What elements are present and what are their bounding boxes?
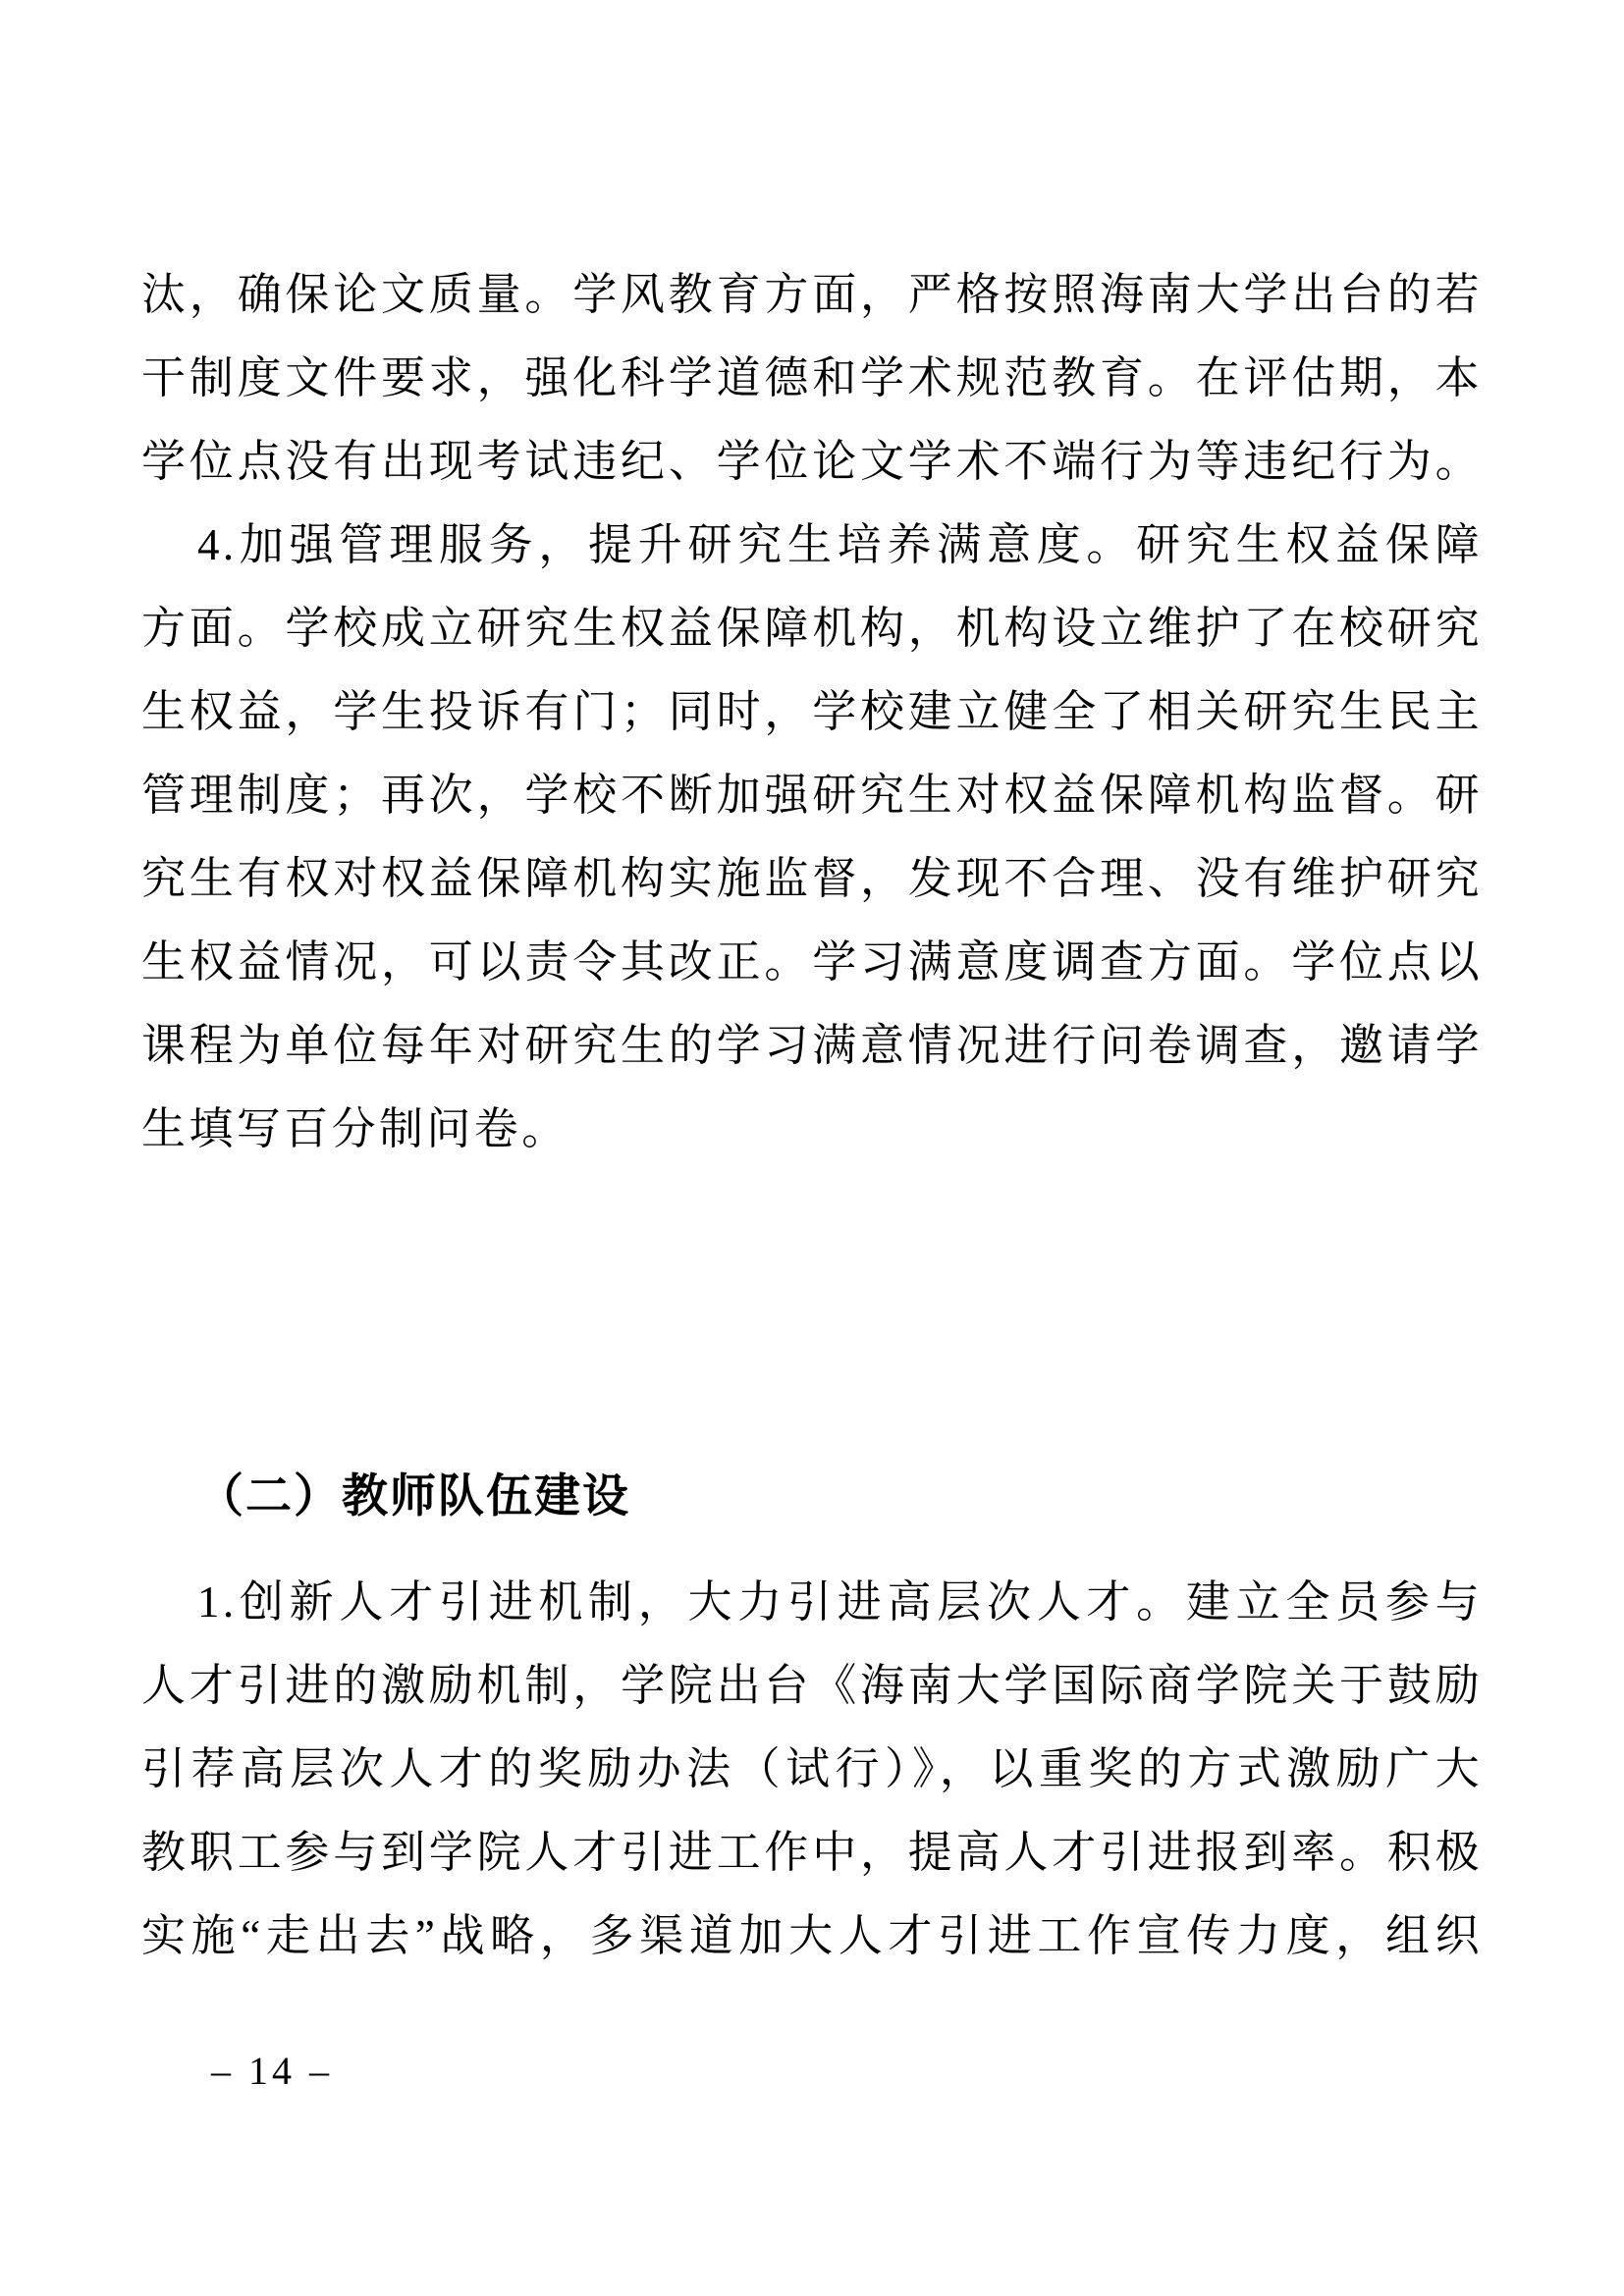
- text-line: 干制度文件要求，强化科学道德和学术规范教育。在评估期，本: [141, 353, 1483, 402]
- page-number: – 14 –: [211, 2049, 333, 2093]
- text-line: 课程为单位每年对研究生的学习满意情况进行问卷调查，邀请学: [141, 1021, 1483, 1070]
- body-text-block-lower: [141, 1561, 1483, 1978]
- text-line: 究生有权对权益保障机构实施监督，发现不合理、没有维护研究: [141, 854, 1483, 903]
- text-line: 4.加强管理服务，提升研究生培养满意度。研究生权益保障: [197, 520, 1483, 569]
- text-line: 1.创新人才引进机制，大力引进高层次人才。建立全员参与: [197, 1577, 1483, 1627]
- paragraph-talent-recruitment: [141, 1561, 1483, 1978]
- text-line: 汰，确保论文质量。学风教育方面，严格按照海南大学出台的若: [141, 270, 1483, 319]
- text-line: 方面。学校成立研究生权益保障机构，机构设立维护了在校研究: [141, 604, 1483, 653]
- text-line: 生权益，学生投诉有门；同时，学校建立健全了相关研究生民主: [141, 687, 1483, 736]
- text-line: 教职工参与到学院人才引进工作中，提高人才引进报到率。积极: [141, 1828, 1483, 1877]
- text-line: 管理制度；再次，学校不断加强研究生对权益保障机构监督。研: [141, 771, 1483, 820]
- text-line: 人才引进的激励机制，学院出台《海南大学国际商学院关于鼓励: [141, 1661, 1483, 1710]
- body-text-block-upper: [141, 253, 1483, 1171]
- text-line: 生权益情况，可以责令其改正。学习满意度调查方面。学位点以: [141, 937, 1483, 987]
- section-heading: （二）教师队伍建设: [197, 1469, 630, 1522]
- paragraph-quality-control: [141, 253, 1483, 504]
- text-line: 实施“走出去”战略，多渠道加大人才引进工作宣传力度，组织: [141, 1911, 1483, 1960]
- text-line: 引荐高层次人才的奖励办法（试行）》，以重奖的方式激励广大: [141, 1744, 1483, 1793]
- paragraph-management-service: [141, 504, 1483, 1171]
- text-line: 生填写百分制问卷。: [141, 1104, 569, 1153]
- text-line: 学位点没有出现考试违纪、学位论文学术不端行为等违纪行为。: [141, 437, 1483, 486]
